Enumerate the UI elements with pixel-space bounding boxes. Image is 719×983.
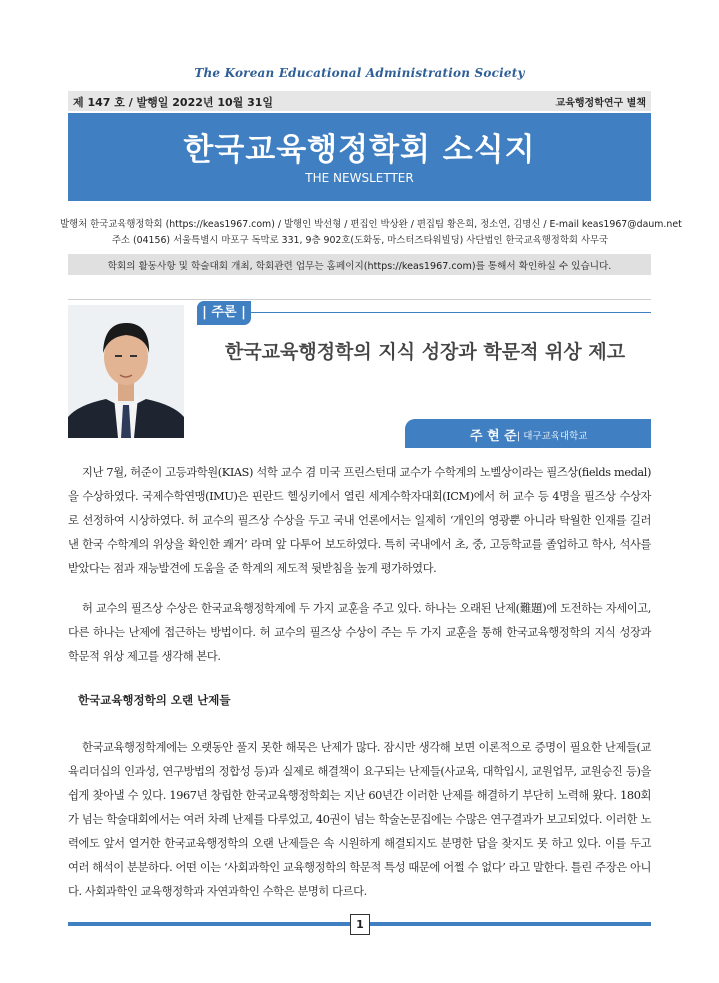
body-paragraph-2: 허 교수의 필즈상 수상은 한국교육행정학계에 두 가지 교훈을 주고 있다. 하나는 오래된 난제(難題)에 도전하는 자세이고, 다른 하나는 난제에 접근하는 방법이다. 허 교수의 필즈상 수상이 주는 두 가지 교훈을 통해 한국교육행정학의 지식 성장과 학문적 위상 제고를 생각해 본다.	[68, 602, 651, 663]
footer-rule-right	[370, 922, 651, 926]
footer-rule-left	[68, 922, 350, 926]
publisher-info: 발행처 한국교육행정학회 (https://keas1967.com) / 발행인 박선형 / 편집인 박상완 / 편집팀 황은희, 정소연, 김명신 / E-mail keas1967@daum.net	[60, 219, 682, 230]
society-name: The Korean Educational Administration Society	[194, 66, 525, 80]
issue-info: 제 147 호 / 발행일 2022년 10월 31일	[73, 96, 274, 109]
notice-text: 학회의 활동사항 및 학술대회 개최, 학회관련 업무는 홈페이지(https://keas1967.com)를 통해서 확인하실 수 있습니다.	[107, 261, 612, 272]
article-category-tag: | 주론 |	[197, 301, 251, 325]
section-divider	[68, 299, 651, 300]
author-photo	[68, 305, 184, 438]
author-name: 주 현 준	[470, 429, 517, 444]
supplement-label: 교육행정학연구 별책	[555, 98, 646, 109]
body-paragraph-1: 지난 7월, 허준이 고등과학원(KIAS) 석학 교수 겸 미국 프린스턴대 교수가 수학계의 노벨상이라는 필즈상(fields medal)을 수상하였다. 국제수학연맹(IMU)은 핀란드 헬싱키에서 열린 세계수학자대회(ICM)에서 허 교수 등 4명을 필즈상 수상자로 선정하여 시상하였다. 허 교수의 필즈상 수상을 두고 국내 언론에서는 일제히 ‘개인의 영광뿐 아니라 탁월한 인재를 길러낸 한국 수학계의 위상을 확인한 쾌거’ 라며 앞 다투어 보도하였다. 특히 국내에서 초, 중, 고등학교를 졸업하고 학사, 석사를 받았다는 점과 재능발견에 도움을 준 학계의 제도적 뒷받침을 높게 평가하였다.	[68, 466, 651, 575]
author-affiliation: | 대구교육대학교	[517, 431, 588, 442]
article-title: 한국교육행정학의 지식 성장과 학문적 위상 제고	[224, 341, 626, 363]
tag-rule	[251, 312, 651, 313]
address-info: 주소 (04156) 서울특별시 마포구 독막로 331, 9층 902호(도화동, 마스터즈타워빌딩) 사단법인 한국교육행정학회 사무국	[111, 235, 609, 246]
newsletter-title: 한국교육행정학회 소식지	[183, 132, 536, 168]
body-paragraph-3: 한국교육행정학계에는 오랫동안 풀지 못한 해묵은 난제가 많다. 잠시만 생각해 보면 이론적으로 증명이 필요한 난제들(교육리더십의 인과성, 연구방법의 정합성 등)과 실제로 해결책이 요구되는 난제들(사교육, 대학입시, 교원업무, 교원승진 등)을 쉽게 찾아낼 수 있다. 1967년 창립한 한국교육행정학회는 지난 60년간 이러한 난제를 해결하기 부단히 노력해 왔다. 180회가 넘는 학술대회에서는 여러 차례 난제를 다루었고, 40권이 넘는 학술논문집에는 수많은 연구결과가 보고되었다. 이러한 노력에도 앞서 열거한 한국교육행정학의 오랜 난제들은 속 시원하게 해결되지도 분명한 답을 찾지도 못 하고 있다. 이를 두고 여러 해석이 분분하다. 어떤 이는 ‘사회과학인 교육행정학의 학문적 특성 때문에 어쩔 수 없다’ 라고 말한다. 틀린 주장은 아니다. 사회과학인 교육행정학과 자연과학인 수학은 분명히 다르다.	[68, 741, 651, 898]
section-heading: 한국교육행정학의 오랜 난제들	[78, 693, 231, 707]
page-number: 1	[350, 914, 370, 935]
newsletter-subtitle: THE NEWSLETTER	[305, 171, 414, 185]
